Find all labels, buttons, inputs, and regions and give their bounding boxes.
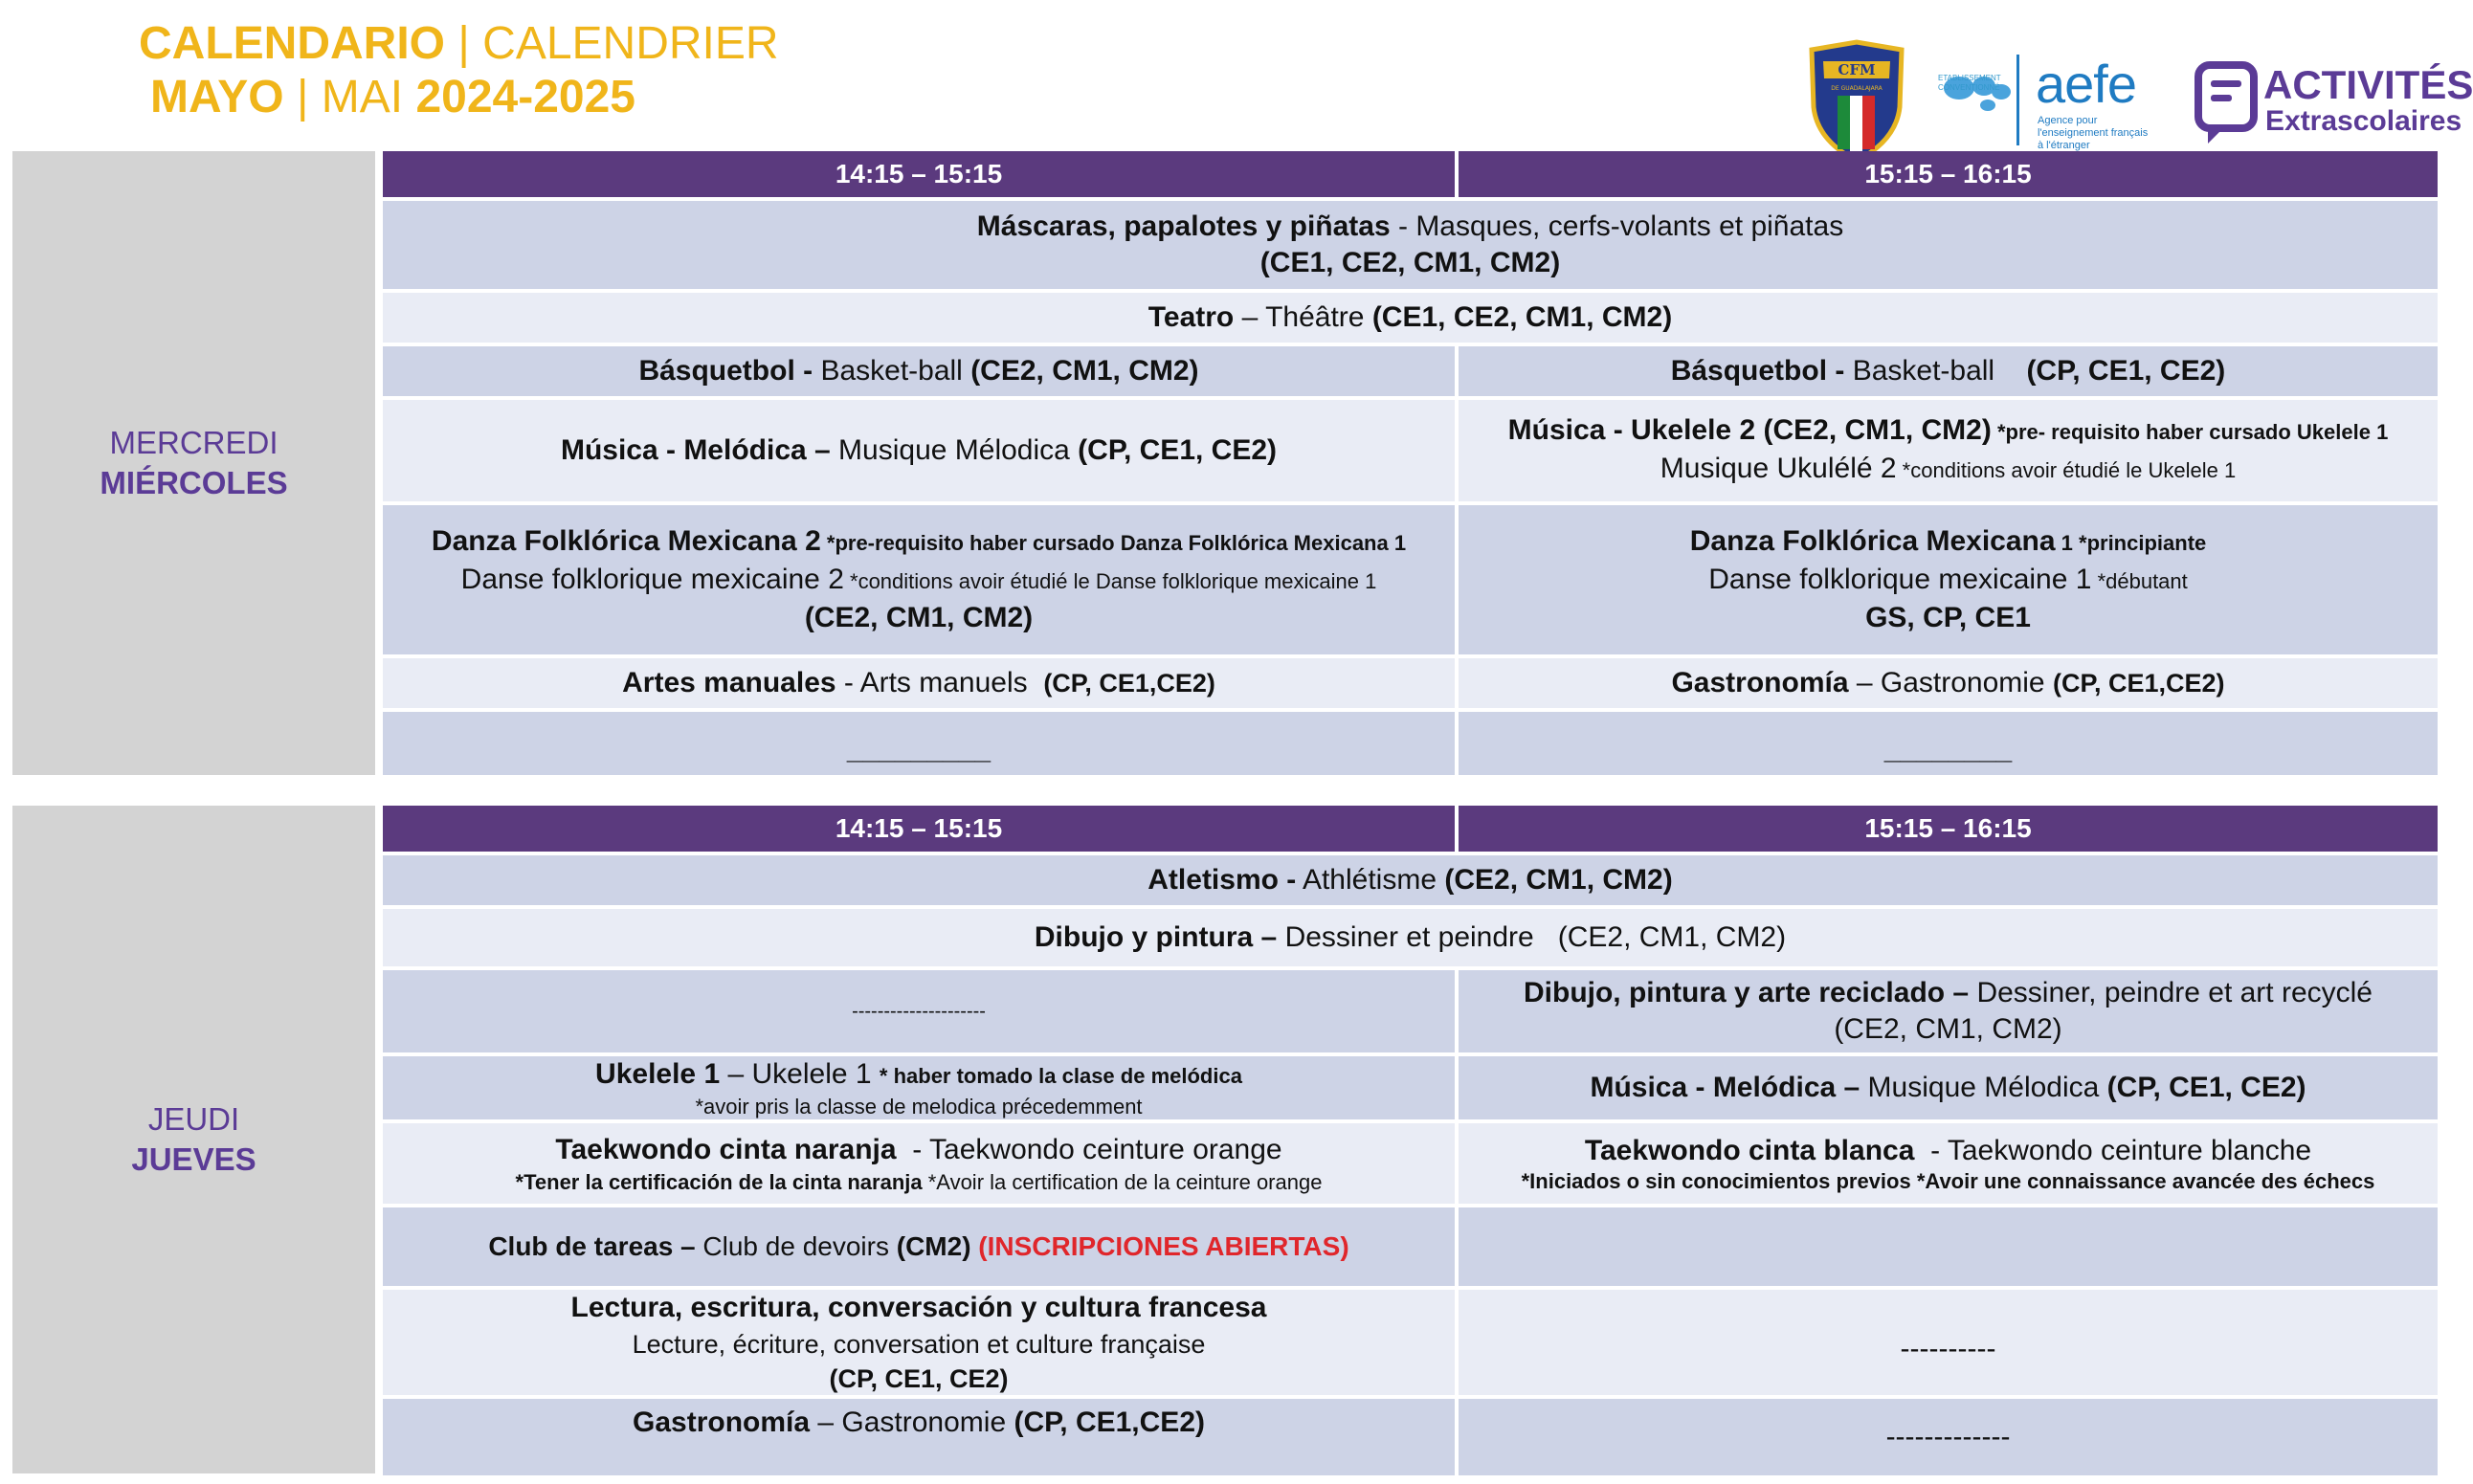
activity-levels: (CE2, CM1, CM2) — [804, 602, 1034, 633]
table-header-row — [383, 151, 2438, 197]
activity-name-fr: Basket-ball — [813, 355, 971, 387]
table-header-row — [383, 806, 2438, 852]
activity-name-fr: Club de devoirs — [695, 1231, 897, 1261]
activity-name-fr: - Taekwondo ceinture orange — [896, 1134, 1282, 1165]
activity-requirement-es: *pre- requisito haber cursado Ukelele 1 — [1991, 420, 2389, 444]
calendar-title — [139, 17, 779, 124]
activity-levels: (CE2, CM1, CM2) — [1444, 864, 1673, 896]
table-row — [383, 505, 2438, 654]
activites-wordmark: ACTIVITÉS — [2263, 62, 2473, 107]
activity-levels: GS, CP, CE1 — [1865, 602, 2031, 633]
day-es: MIÉRCOLES — [100, 465, 288, 500]
title-year: 2024-2025 — [415, 72, 635, 122]
activity-theatre — [383, 293, 2438, 343]
title-mai: MAI — [321, 72, 404, 122]
activity-name-fr: Danse folklorique mexicaine 2 — [460, 564, 844, 595]
empty-slot — [1459, 712, 2438, 775]
activity-melodica — [383, 400, 1455, 501]
activity-name-fr: - Taekwondo ceinture blanche — [1914, 1135, 2312, 1166]
activity-name-es: Danza Folklórica Mexicana — [1689, 525, 2056, 557]
table-row — [383, 1207, 2438, 1286]
activity-french-culture — [383, 1290, 1455, 1395]
table-row — [383, 201, 2438, 289]
activity-athletics — [383, 855, 2438, 905]
table-row — [383, 400, 2438, 501]
activity-levels: (CE1, CE2, CM1, CM2) — [1259, 247, 1561, 278]
extrascolaires-wordmark: Extrascolaires — [2265, 105, 2462, 137]
activity-taekwondo-orange — [383, 1123, 1455, 1204]
activity-folk-dance-1 — [1459, 505, 2438, 654]
cfm-crest-logo — [1804, 40, 1909, 165]
activity-name-fr: Danse folklorique mexicaine 1 — [1708, 564, 2092, 595]
day-label-thursday — [12, 806, 375, 1473]
table-row — [383, 658, 2438, 708]
empty-placeholder: ------------- — [1885, 1421, 2011, 1452]
aefe-wordmark: aefe — [2036, 54, 2136, 114]
activity-levels: (CP, CE1,CE2) — [1043, 669, 1215, 698]
activity-requirement-es: * haber tomado la clase de melódica — [879, 1064, 1242, 1088]
title-line-2 — [139, 71, 779, 124]
activity-levels: (CP, CE1, CE2) — [1078, 434, 1278, 466]
table-row — [383, 1056, 2438, 1119]
activites-chat-icon — [2195, 61, 2258, 145]
activity-name-es: Lectura, escritura, conversación y cultura francesa — [570, 1292, 1267, 1323]
thursday-schedule-table — [383, 806, 2438, 1475]
time-slot-header-2: 15:15 – 16:15 — [1459, 806, 2438, 852]
activity-levels: (CP, CE1, CE2) — [2026, 355, 2226, 387]
activity-name-es: Música - Ukelele 2 (CE2, CM1, CM2) — [1507, 414, 1992, 446]
day-es: JUEVES — [131, 1141, 256, 1177]
activity-name-es: Básquetbol - — [638, 355, 813, 387]
empty-slot — [1459, 1290, 2438, 1395]
table-row — [383, 855, 2438, 905]
activity-ukelele-1 — [383, 1056, 1455, 1119]
day-label-wednesday — [12, 151, 375, 775]
activity-name-es: Dibujo, pintura y arte reciclado – — [1524, 977, 1970, 1008]
activity-requirement: *Iniciados o sin conocimientos previos *Avoir une connaissance avancée des échecs — [1521, 1169, 2375, 1193]
activity-ukelele-2 — [1459, 400, 2438, 501]
activity-name-es: Música - Melódica – — [1590, 1072, 1860, 1103]
activity-name-fr: Lecture, écriture, conversation et culture française — [632, 1330, 1206, 1359]
activity-name-es: Gastronomía — [1671, 667, 1849, 698]
time-slot-header-2: 15:15 – 16:15 — [1459, 151, 2438, 197]
wednesday-schedule-table — [383, 151, 2438, 778]
title-separator: | — [296, 72, 309, 122]
empty-placeholder: _________ — [846, 734, 991, 765]
aefe-conventionne-label: ETABLISSEMENT CONVENTIONNÉ — [1938, 74, 2001, 92]
activity-name-fr: Athlétisme — [1296, 864, 1445, 896]
activity-requirement-fr: *avoir pris la classe de melodica précedemment — [695, 1095, 1143, 1119]
activity-levels: (CE1, CE2, CM1, CM2) — [1371, 301, 1673, 333]
activity-requirement-fr: *débutant — [2091, 569, 2188, 593]
day-fr: JEUDI — [147, 1101, 240, 1137]
activity-drawing-painting — [383, 909, 2438, 966]
table-row — [383, 346, 2438, 396]
activity-gastronomy — [1459, 658, 2438, 708]
activity-name-es: Música - Melódica – — [560, 434, 831, 466]
activity-name-fr: – Ukelele 1 — [720, 1058, 880, 1090]
activity-name-es: Taekwondo cinta naranja — [555, 1134, 897, 1165]
logos-bar — [1804, 40, 2473, 165]
activity-name-fr: Basket-ball — [1844, 355, 2027, 387]
activity-arts-manuels — [383, 658, 1455, 708]
activity-requirement-es: 1 *principiante — [2055, 531, 2207, 555]
aefe-divider — [2016, 55, 2019, 145]
activity-name-es: Danza Folklórica Mexicana 2 — [431, 525, 821, 557]
empty-placeholder: ________ — [1883, 734, 2013, 765]
empty-slot — [1459, 1399, 2438, 1475]
activity-masks — [383, 201, 2438, 289]
activity-requirement-fr: *Avoir la certification de la ceinture orange — [922, 1170, 1323, 1194]
activity-name-es: Máscaras, papalotes y piñatas — [976, 210, 1391, 242]
title-line-1 — [139, 17, 779, 71]
title-calendrier: CALENDRIER — [482, 18, 779, 69]
activity-levels: (CP, CE1, CE2) — [2106, 1072, 2306, 1103]
title-mayo: MAYO — [150, 72, 284, 122]
table-row — [383, 1290, 2438, 1395]
activity-name-es: Club de tareas – — [488, 1231, 696, 1261]
activity-levels: (CM2) — [896, 1231, 979, 1261]
activity-name-fr: Musique Mélodica — [1860, 1072, 2107, 1103]
registration-open-badge: (INSCRIPCIONES ABIERTAS) — [978, 1231, 1349, 1261]
activity-homework-club — [383, 1207, 1455, 1286]
activity-requirement-es: *Tener la certificación de la cinta naranja — [515, 1170, 923, 1194]
activity-name-es: Teatro — [1147, 301, 1235, 333]
activity-levels: (CP, CE1,CE2) — [1014, 1406, 1205, 1438]
activity-name-es: Dibujo y pintura – — [1034, 921, 1278, 953]
cfm-initials: CFM — [1838, 61, 1876, 78]
empty-slot — [1459, 1207, 2438, 1286]
activity-requirement-es: *pre-requisito haber cursado Danza Folklórica Mexicana 1 — [820, 531, 1407, 555]
title-separator: | — [457, 18, 470, 69]
activity-levels: (CE2, CM1, CM2) — [970, 355, 1199, 387]
activity-name-fr: Musique Mélodica — [830, 434, 1079, 466]
table-row — [383, 909, 2438, 966]
activity-name-fr: Dessiner, peindre et art recyclé — [1969, 977, 2373, 1008]
activity-name-fr: Dessiner et peindre — [1277, 921, 1558, 953]
activity-levels: (CE2, CM1, CM2) — [1557, 921, 1787, 953]
activity-name-es: Ukelele 1 — [595, 1058, 721, 1090]
activity-name-es: Artes manuales — [622, 667, 836, 698]
activity-requirement-fr: *conditions avoir étudié le Ukelele 1 — [1896, 458, 2237, 482]
activity-name-fr: Musique Ukulélé 2 — [1660, 453, 1897, 484]
activity-name-fr: – Gastronomie — [810, 1406, 1014, 1438]
table-row — [383, 970, 2438, 1052]
activity-levels: (CP, CE1,CE2) — [2052, 669, 2225, 698]
activity-requirement-fr: *conditions avoir étudié le Danse folklorique mexicaine 1 — [843, 569, 1377, 593]
activity-levels: (CP, CE1, CE2) — [829, 1364, 1009, 1393]
table-row — [383, 1123, 2438, 1204]
cfm-subtitle: DE GUADALAJARA — [1831, 85, 1883, 92]
activity-name-es: Taekwondo cinta blanca — [1584, 1135, 1915, 1166]
activity-basketball-late — [1459, 346, 2438, 396]
title-calendario: CALENDARIO — [139, 18, 445, 69]
table-row — [383, 712, 2438, 775]
table-row — [383, 1399, 2438, 1475]
activity-levels: (CE2, CM1, CM2) — [1834, 1013, 2062, 1045]
table-row — [383, 293, 2438, 343]
activity-folk-dance-2 — [383, 505, 1455, 654]
empty-slot — [383, 970, 1455, 1052]
activity-name-es: Gastronomía — [633, 1406, 811, 1438]
empty-placeholder: --------------------- — [852, 1001, 986, 1022]
activity-name-fr: – Théâtre — [1234, 301, 1372, 333]
time-slot-header-1: 14:15 – 15:15 — [383, 151, 1455, 197]
activity-name-fr: – Gastronomie — [1848, 667, 2053, 698]
activity-taekwondo-white — [1459, 1123, 2438, 1204]
activity-basketball-early — [383, 346, 1455, 396]
activity-name-es: Básquetbol - — [1670, 355, 1845, 387]
activity-name-fr: - Arts manuels — [835, 667, 1044, 698]
activity-name-fr: - Masques, cerfs-volants et piñatas — [1390, 210, 1844, 242]
aefe-tagline: Agence pour l'enseignement français à l'étranger — [2038, 115, 2149, 151]
activity-recycled-art — [1459, 970, 2438, 1052]
time-slot-header-1: 14:15 – 15:15 — [383, 806, 1455, 852]
day-fr: MERCREDI — [109, 425, 278, 460]
empty-slot — [383, 712, 1455, 775]
activity-name-es: Atletismo - — [1147, 864, 1297, 896]
empty-placeholder: ---------- — [1900, 1333, 1996, 1364]
activity-melodica — [1459, 1056, 2438, 1119]
activity-gastronomy — [383, 1399, 1455, 1475]
